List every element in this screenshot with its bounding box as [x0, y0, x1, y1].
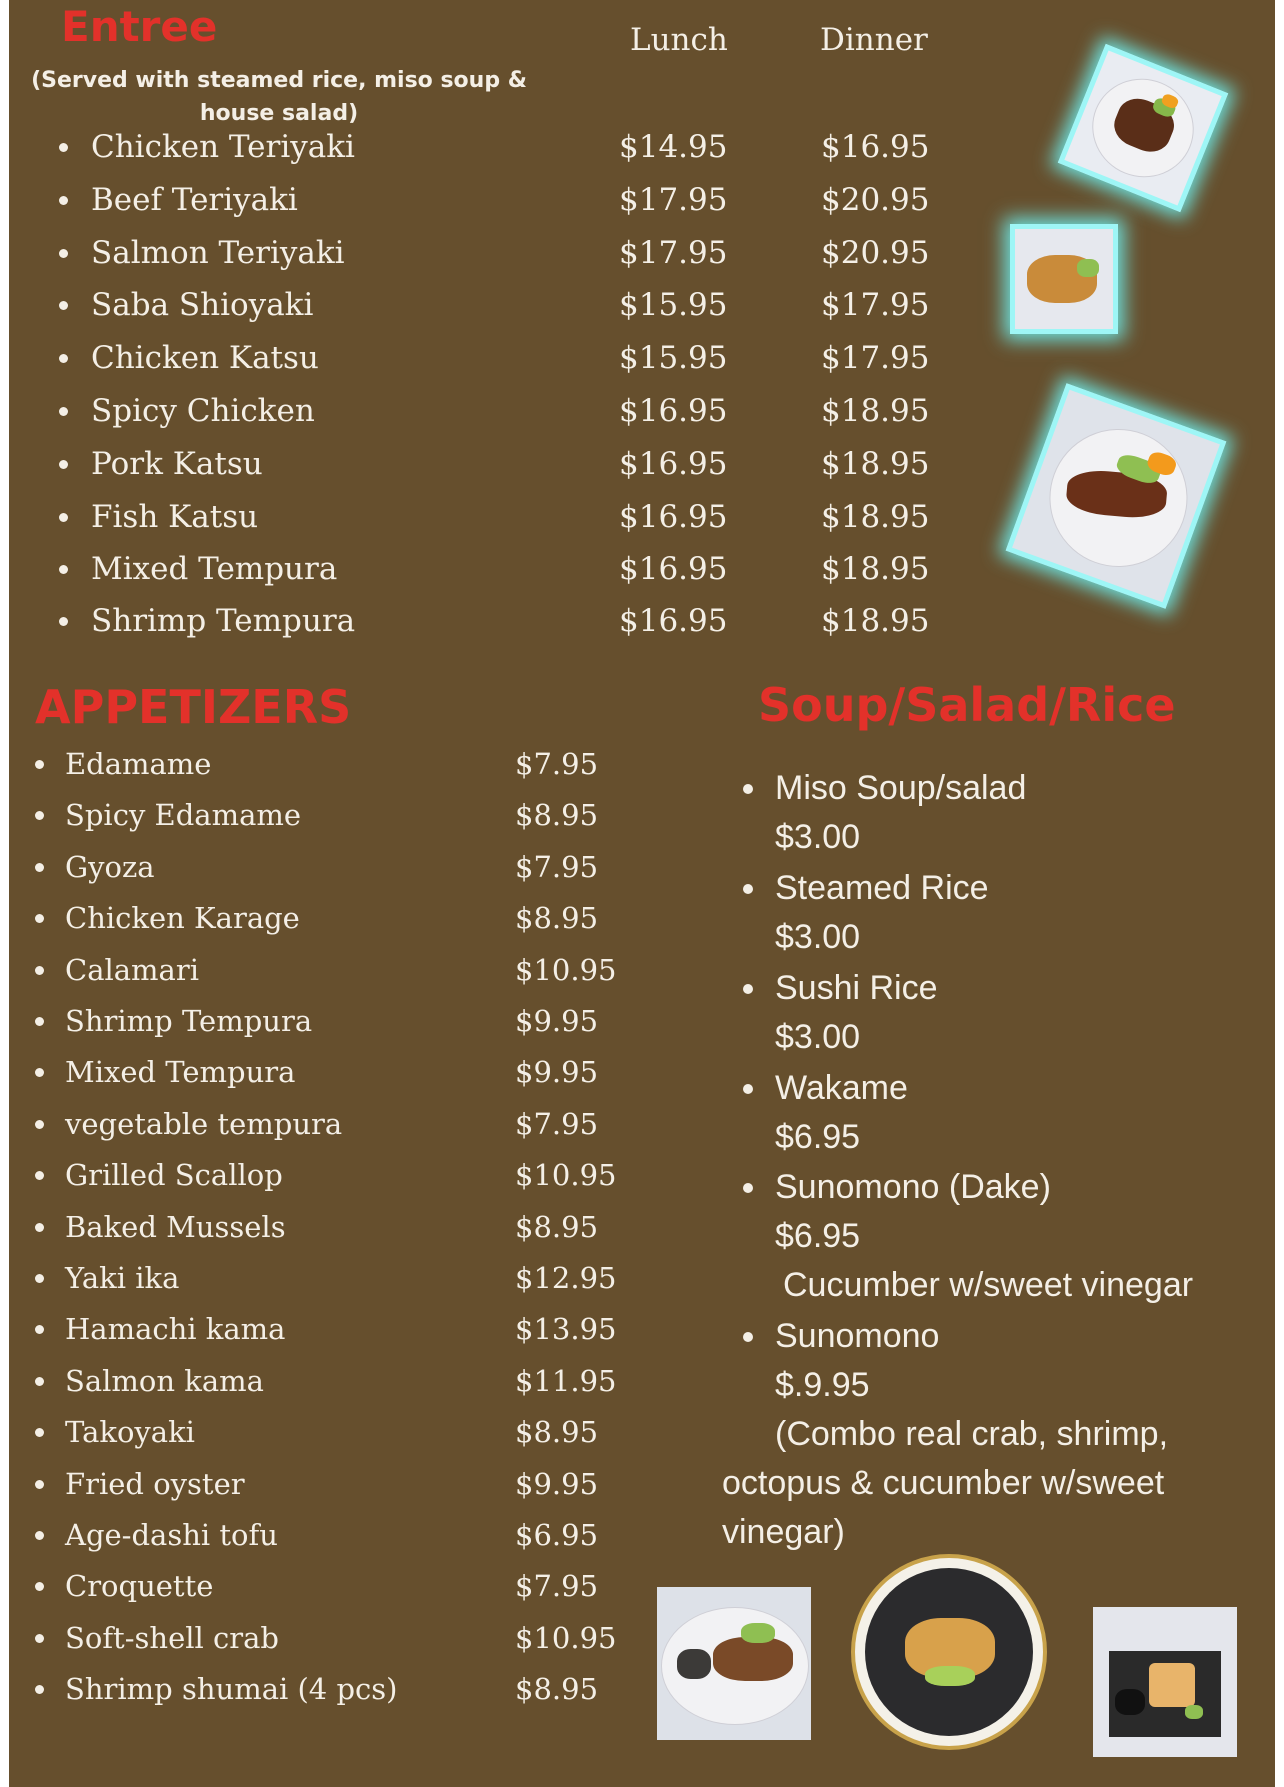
appetizer-item-price: $7.95: [515, 849, 599, 884]
entree-lunch-price: $16.95: [619, 603, 728, 639]
bullet-icon: [743, 1084, 753, 1094]
appetizer-item-name: Calamari: [65, 952, 199, 987]
entree-item-name: Pork Katsu: [91, 446, 263, 482]
entree-lunch-price: $16.95: [619, 499, 728, 535]
entree-lunch-price: $14.95: [619, 129, 728, 165]
appetizer-row: [9, 1359, 1275, 1403]
soup-salad-rice-item-name: Sushi Rice: [775, 969, 938, 1007]
appetizer-item-name: Grilled Scallop: [65, 1158, 283, 1193]
appetizer-item-name: Fried oyster: [65, 1466, 245, 1501]
appetizer-row: [9, 793, 1275, 837]
entree-dinner-price: $17.95: [821, 340, 930, 376]
appetizer-item-name: Salmon kama: [65, 1363, 264, 1398]
bullet-icon: [35, 1120, 44, 1129]
appetizer-item-price: $10.95: [515, 1158, 617, 1193]
bullet-icon: [35, 1480, 44, 1489]
entree-item-name: Saba Shioyaki: [91, 287, 314, 323]
bullet-icon: [35, 760, 44, 769]
appetizer-row: [9, 845, 1275, 889]
appetizer-row: [9, 1667, 1275, 1711]
appetizer-item-price: $10.95: [515, 952, 617, 987]
bullet-icon: [59, 565, 68, 574]
soup-salad-rice-item-price: $.9.95: [775, 1366, 870, 1404]
bullet-icon: [35, 863, 44, 872]
entree-dinner-price: $18.95: [821, 499, 930, 535]
bullet-icon: [35, 1171, 44, 1180]
bullet-icon: [35, 1377, 44, 1386]
bullet-icon: [743, 884, 753, 894]
appetizer-row: [9, 1102, 1275, 1146]
appetizer-item-price: $9.95: [515, 1466, 599, 1501]
appetizer-row: [9, 1153, 1275, 1197]
entree-lunch-price: $16.95: [619, 446, 728, 482]
soup-salad-rice-item-price: $6.95: [775, 1118, 861, 1156]
appetizer-item-price: $6.95: [515, 1518, 599, 1552]
appetizer-row: [9, 742, 1275, 786]
entree-item-name: Salmon Teriyaki: [91, 235, 345, 271]
appetizer-item-price: $12.95: [515, 1261, 617, 1295]
bullet-icon: [35, 1685, 44, 1694]
entree-title: Entree: [61, 2, 218, 51]
bullet-icon: [35, 1531, 44, 1540]
appetizer-row: [9, 1050, 1275, 1094]
entree-item-name: Mixed Tempura: [91, 551, 338, 587]
entree-lunch-price: $16.95: [619, 393, 728, 429]
bullet-icon: [35, 1325, 44, 1334]
soup-salad-rice-item-name: Miso Soup/salad: [775, 769, 1027, 807]
bullet-icon: [59, 354, 68, 363]
bullet-icon: [59, 407, 68, 416]
bullet-icon: [35, 1634, 44, 1643]
appetizer-row: [9, 1205, 1275, 1249]
soup-salad-rice-title: Soup/Salad/Rice: [758, 678, 1176, 732]
appetizer-item-price: $8.95: [515, 1415, 599, 1450]
entree-dinner-price: $20.95: [821, 235, 930, 271]
appetizer-row: [9, 1307, 1275, 1351]
entree-lunch-price: $17.95: [619, 182, 728, 218]
appetizer-item-price: $9.95: [515, 1004, 599, 1038]
soup-salad-rice-item-price: $6.95: [775, 1217, 861, 1255]
soup-salad-rice-item-note: Cucumber w/sweet vinegar: [783, 1266, 1194, 1304]
entree-item-name: Fish Katsu: [91, 499, 259, 535]
entree-dinner-price: $20.95: [821, 182, 930, 218]
entree-item-name: Chicken Teriyaki: [91, 129, 355, 165]
appetizer-item-name: Croquette: [65, 1569, 214, 1604]
entree-item-name: Chicken Katsu: [91, 340, 319, 376]
bullet-icon: [743, 1332, 753, 1342]
soft-shell-crab-photo: [851, 1554, 1047, 1750]
appetizer-item-price: $7.95: [515, 747, 599, 781]
appetizer-item-name: Gyoza: [65, 849, 155, 884]
bullet-icon: [35, 811, 44, 820]
entree-dinner-price: $18.95: [821, 551, 930, 587]
soup-salad-rice-item-price: $3.00: [775, 818, 861, 856]
appetizer-item-name: Hamachi kama: [65, 1312, 286, 1347]
appetizer-row: [9, 1564, 1275, 1608]
appetizer-item-name: Shrimp Tempura: [65, 1004, 313, 1038]
appetizer-item-price: $9.95: [515, 1055, 599, 1090]
appetizer-item-name: Spicy Edamame: [65, 798, 302, 833]
bullet-icon: [743, 1183, 753, 1193]
dinner-column-header: Dinner: [820, 22, 928, 58]
bullet-icon: [59, 513, 68, 522]
bullet-icon: [59, 617, 68, 626]
lunch-column-header: Lunch: [630, 22, 728, 58]
appetizer-item-name: Shrimp shumai (4 pcs): [65, 1672, 398, 1707]
entree-dinner-price: $18.95: [821, 446, 930, 482]
entree-row: [9, 336, 1275, 380]
appetizer-item-price: $7.95: [515, 1106, 599, 1141]
katsu-photo: [1010, 224, 1118, 334]
appetizer-item-name: Mixed Tempura: [65, 1055, 296, 1090]
entree-lunch-price: $16.95: [619, 551, 728, 587]
entree-dinner-price: $18.95: [821, 603, 930, 639]
appetizer-row: [9, 948, 1275, 992]
bullet-icon: [35, 1223, 44, 1232]
appetizer-item-price: $8.95: [515, 1209, 599, 1244]
appetizer-item-price: $8.95: [515, 901, 599, 936]
entree-row: [9, 178, 1275, 222]
soup-salad-rice-item-name: Sunomono: [775, 1317, 940, 1355]
bullet-icon: [35, 1428, 44, 1437]
soup-salad-rice-item-note: (Combo real crab, shrimp, octopus & cucumber w/sweet vinegar): [722, 1415, 1169, 1551]
appetizer-item-name: Age-dashi tofu: [65, 1518, 278, 1552]
entree-item-name: Shrimp Tempura: [91, 603, 356, 639]
appetizer-item-name: Baked Mussels: [65, 1209, 286, 1244]
appetizer-item-name: Takoyaki: [65, 1415, 195, 1450]
bullet-icon: [743, 784, 753, 794]
bullet-icon: [743, 984, 753, 994]
appetizers-title: APPETIZERS: [35, 680, 352, 734]
appetizer-item-price: $7.95: [515, 1569, 599, 1604]
bullet-icon: [35, 1017, 44, 1026]
appetizer-item-price: $10.95: [515, 1620, 617, 1655]
appetizer-item-price: $8.95: [515, 1672, 599, 1707]
appetizer-row: [9, 1616, 1275, 1660]
bullet-icon: [59, 249, 68, 258]
entree-dinner-price: $17.95: [821, 287, 930, 323]
appetizer-item-name: vegetable tempura: [65, 1106, 343, 1141]
soup-salad-rice-item-price: $3.00: [775, 1018, 861, 1056]
appetizer-item-name: Chicken Karage: [65, 901, 300, 936]
appetizer-item-name: Soft-shell crab: [65, 1620, 279, 1655]
bullet-icon: [59, 460, 68, 469]
appetizer-row: [9, 896, 1275, 940]
soup-salad-rice-item-name: Steamed Rice: [775, 869, 989, 907]
entree-subtitle: (Served with steamed rice, miso soup & house salad): [31, 68, 527, 126]
bullet-icon: [35, 1274, 44, 1283]
entree-lunch-price: $15.95: [619, 340, 728, 376]
appetizer-item-price: $8.95: [515, 798, 599, 833]
appetizer-item-price: $11.95: [515, 1363, 617, 1398]
appetizer-item-name: Edamame: [65, 747, 212, 781]
appetizer-row: [9, 999, 1275, 1043]
bullet-icon: [35, 1582, 44, 1591]
bullet-icon: [35, 966, 44, 975]
entree-lunch-price: $17.95: [619, 235, 728, 271]
soup-salad-rice-item-name: Sunomono (Dake): [775, 1168, 1051, 1206]
bullet-icon: [35, 914, 44, 923]
entree-dinner-price: $18.95: [821, 393, 930, 429]
grilled-squid-photo: [657, 1587, 811, 1740]
entree-item-name: Beef Teriyaki: [91, 182, 298, 218]
bullet-icon: [59, 301, 68, 310]
appetizer-item-price: $13.95: [515, 1312, 617, 1347]
appetizer-item-name: Yaki ika: [65, 1261, 180, 1295]
soup-salad-rice-item-name: Wakame: [775, 1069, 908, 1107]
agedashi-tofu-photo: [1093, 1607, 1237, 1757]
bullet-icon: [35, 1068, 44, 1077]
bullet-icon: [59, 143, 68, 152]
entree-dinner-price: $16.95: [821, 129, 930, 165]
bullet-icon: [59, 196, 68, 205]
entree-row: [9, 599, 1275, 643]
menu-page: [9, 0, 1275, 1787]
entree-item-name: Spicy Chicken: [91, 393, 315, 429]
entree-lunch-price: $15.95: [619, 287, 728, 323]
soup-salad-rice-item-price: $3.00: [775, 918, 861, 956]
